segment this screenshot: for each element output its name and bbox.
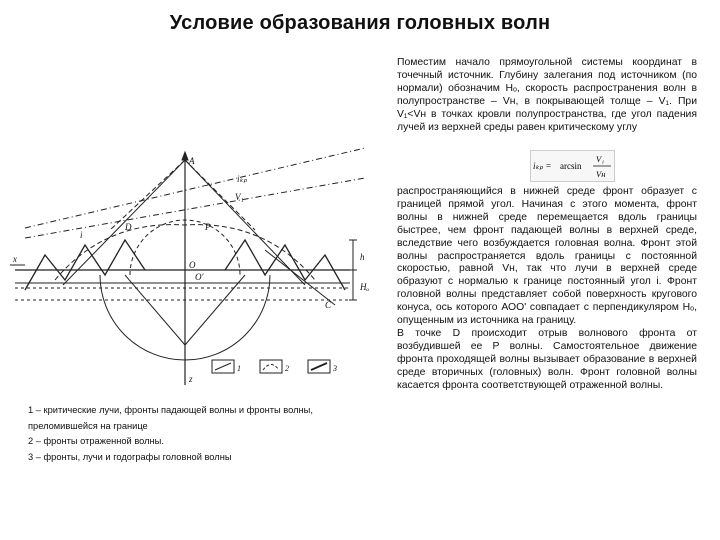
formula-func: arcsin (560, 161, 582, 171)
ray-c (265, 250, 335, 305)
label-point-d: D (125, 222, 132, 232)
caption-line: 3 – фронты, лучи и годографы головной волны (28, 451, 232, 462)
legend-swatch-2 (260, 360, 282, 373)
paragraph-intro: Поместим начало прямоугольной системы координат в точечный источник. Глубину залегания под источником (по нормали) обозначим Hₒ, скорость распространения волн в полупространстве – Vн, в покрывающей толще – V₁. При V₁<Vн в точках кровли полупространства, где угол падения лучей из верхней среды равен критическому углу (397, 57, 697, 133)
caption-line: 2 – фронты отраженной волны. (28, 436, 164, 446)
label-point-p: P (205, 222, 211, 232)
label-velocity: V₁ (235, 192, 244, 202)
label-origin: O (189, 260, 196, 270)
label-point-c: C (325, 300, 332, 310)
wave-diagram (5, 130, 385, 395)
figure-caption (28, 403, 378, 465)
dashdot-line-lower (25, 178, 365, 238)
caption-line: 1 – критические лучи, фронты падающей волны и фронты волны, (28, 405, 313, 415)
dashdot-line-upper (25, 148, 365, 228)
v-line-left (125, 275, 185, 345)
label-angle-i: i (80, 230, 83, 240)
dashed-ray-left (110, 160, 185, 230)
label-origin-prime: O' (195, 272, 204, 282)
axis-arrow-icon (182, 152, 188, 160)
formula-numerator: V₁ (596, 154, 605, 164)
label-source: A (189, 156, 195, 166)
text-block-2 (397, 186, 697, 393)
legend-label-2: 2 (285, 364, 289, 373)
label-z: z (189, 374, 193, 384)
legend-label-1: 1 (237, 364, 241, 373)
figure-legend (210, 357, 360, 377)
page-title: Условие образования головных волн (169, 12, 551, 34)
label-depth: Hₒ (360, 282, 370, 292)
caption-line: преломившейся на границе (28, 420, 148, 431)
label-x: x (13, 254, 17, 264)
label-thickness: h (360, 252, 365, 262)
critical-ray-left (63, 160, 185, 285)
label-crit-angle: iₖₚ (237, 174, 248, 184)
critical-angle-formula (530, 150, 615, 182)
text-block-1 (397, 57, 697, 134)
formula-lhs: iₖₚ = (533, 161, 552, 171)
formula-denominator: Vн (596, 169, 606, 179)
v-line-right (185, 275, 245, 345)
paragraph-point-d: В точке D происходит отрыв волнового фронта от возбудившей ее Р волны. Самостоятельное движение фронта проходящей волны вызывает образование в верхней среде вторичных (головных) волн. Фронт головной волны касается фронта соответствующей отраженной волны. (397, 327, 697, 391)
legend-label-3: 3 (333, 364, 337, 373)
paragraph-front: распространяющийся в нижней среде фронт образует с границей прямой угол. Начиная с этого момента, фронт волны в нижней среде перемещается вдоль границы быстрее, чем фронт падающей волны в верхней среде, вследствие чего возбуждается головная волна. Фронт этой волны распространяется вдоль границы с постоянной скоростью, равной Vн, так что лучи в верхней среде образуют с нормалью к границе постоянный угол i. Фронт головной волны представляет собой поверхность кругового конуса, ось которого АОО' совпадает с перпендикуляром Hₒ, опущенным из источника на границу. (397, 186, 697, 327)
